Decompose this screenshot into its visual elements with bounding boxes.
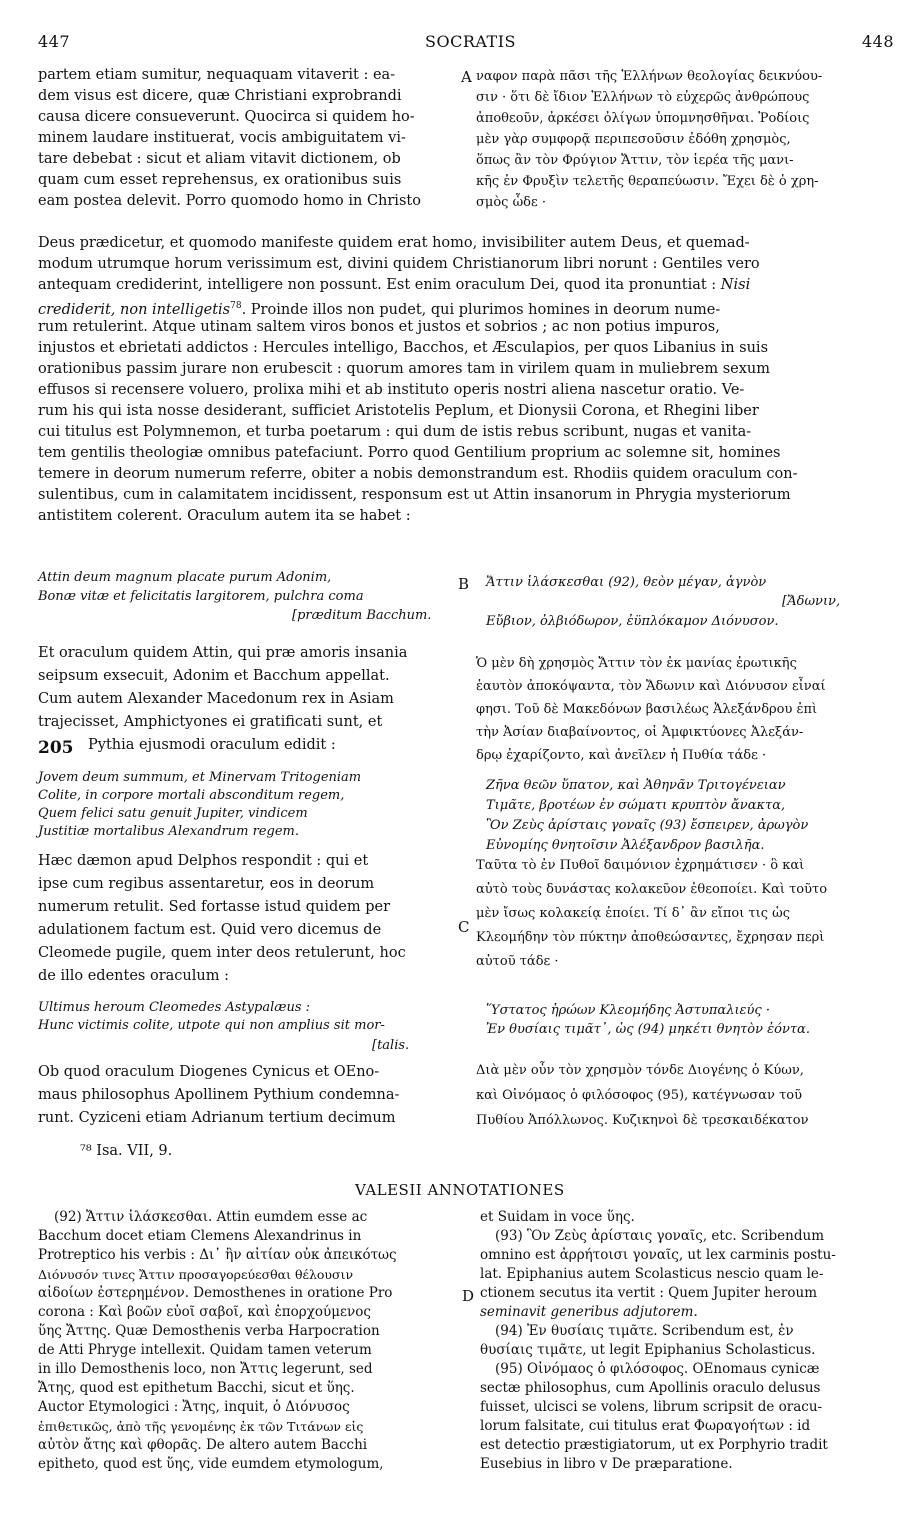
text-line: modum utrumque horum verissimum est, divini quidem Christianorum libri norunt : Gentiles vero <box>38 256 760 272</box>
annotation-line: Διόνυσόν τινες Ἄττιν προσαγορεύεσθαι θέλουσιν <box>38 1267 354 1282</box>
text-line: cui titulus est Polymnemon, et turba poetarum : qui dum de istis rebus scribunt, nugas et vanita- <box>38 424 752 440</box>
verse-line: Τιμᾶτε, βροτέων ἐν σώματι κρυπτὸν ἄνακτα, <box>486 798 786 813</box>
annotation-line: sectæ philosophus, cum Apollinis oraculo delusus <box>480 1380 821 1396</box>
footnote-ref: 78 <box>230 301 242 311</box>
text-line: αὐτοῦ τάδε · <box>476 954 559 969</box>
annotation-line: lorum falsitate, cui titulus erat Φωραγοήτων : id <box>480 1418 811 1434</box>
annotation-line: ctionem secutus ita vertit : Quem Jupiter heroum <box>480 1285 817 1301</box>
annotation-line: Eusebius in libro v De præparatione. <box>480 1456 733 1472</box>
margin-mark-c: C <box>458 918 470 936</box>
verse-line: Bonæ vitæ et felicitatis largitorem, pulchra coma <box>38 589 364 604</box>
text-line: tem gentilis theologiæ omnibus patefaciunt. Porro quod Gentilium proprium ac solemne sit, homines <box>38 445 781 461</box>
text-line: antistitem colerent. Oraculum autem ita se habet : <box>38 508 411 524</box>
text-line: Cleomede pugile, quem inter deos retulerunt, hoc <box>38 945 406 961</box>
verse-line: [Ἄδωνιν, <box>782 594 841 609</box>
annotation-line: (95) Οἰνόμαος ὁ φιλόσοφος. OEnomaus cynicæ <box>495 1361 820 1377</box>
annotation-line: in illo Demosthenis loco, non Ἄττις legerunt, sed <box>38 1361 373 1377</box>
text-line: seipsum exsecuit, Adonim et Bacchum appellat. <box>38 668 390 684</box>
annotation-line: αἰδοίων ἐστερημένον. Demosthenes in oratione Pro <box>38 1285 393 1301</box>
annotation-line: Auctor Etymologici : Ἄτης, inquit, ὁ Διόνυσος <box>38 1399 350 1415</box>
text-line: minem laudare instituerat, vocis ambiguitatem vi- <box>38 130 406 146</box>
text-line: καὶ Οἰνόμαος ὁ φιλόσοφος (95), κατέγνωσαν τοῦ <box>476 1088 803 1103</box>
text-line: rum his qui ista nosse desiderant, sufficiet Aristotelis Peplum, et Dionysii Corona, et Rhegini liber <box>38 403 759 419</box>
verse-line: Εὔβιον, ὀλβιόδωρον, ἐϋπλόκαμον Διόνυσον. <box>486 614 779 629</box>
annotation-line: ὕης Ἄττης. Quæ Demosthenis verba Harpocration <box>38 1323 380 1339</box>
text-line: trajecisset, Amphictyones ei gratificati sunt, et <box>38 714 383 730</box>
text-line: ναφον παρὰ πᾶσι τῆς Ἑλλήνων θεολογίας δεικνύου- <box>476 69 823 84</box>
text-line: Deus prædicetur, et quomodo manifeste quidem erat homo, invisibiliter autem Deus, et quemad- <box>38 235 750 251</box>
text-line: temere in deorum numerum referre, obiter a nobis demonstrandum est. Rhodiis quidem oraculum con- <box>38 466 798 482</box>
margin-number: 205 <box>38 738 74 758</box>
verse-line: Εὐνομίης θνητοῖσιν Ἀλέξανδρον βασιλῆα. <box>486 838 765 853</box>
verse-line: Jovem deum summum, et Minervam Tritogeniam <box>38 770 362 785</box>
annotation-line: lat. Epiphanius autem Scolasticus nescio quam le- <box>480 1266 824 1282</box>
annotations-title: VALESII ANNOTATIONES <box>355 1181 565 1199</box>
verse-line: Ζῆνα θεῶν ὕπατον, καὶ Ἀθηνᾶν Τριτογένειαν <box>486 778 786 793</box>
text-line: causa dicere consueverunt. Quocirca si quidem ho- <box>38 109 415 125</box>
italic-text: crediderit, non intelligetis <box>38 301 231 318</box>
verse-line: Quem felici satu genuit Jupiter, vindicem <box>38 806 308 821</box>
text-line: de illo edentes oraculum : <box>38 968 229 984</box>
margin-mark-d: D <box>462 1287 475 1305</box>
text-line: eam postea delevit. Porro quomodo homo in Christo <box>38 193 421 209</box>
annotation-line: (92) Ἄττιν ἱλάσκεσθαι. Attin eumdem esse ac <box>54 1209 368 1225</box>
text-line: sulentibus, cum in calamitatem incidissent, responsum est ut Attin insanorum in Phrygia mysteriorum <box>38 487 791 503</box>
verse-line: Ἐν θυσίαις τιμᾶτ᾽, ὡς (94) μηκέτι θνητὸν ἐόντα. <box>486 1022 810 1037</box>
annotation-line: epitheto, quod est ὕης, vide eumdem etymologum, <box>38 1456 384 1472</box>
text-line: αὐτὸ τοὺς δυνάστας κολακεῦον ἐθεοποίει. Καὶ τοῦτο <box>476 882 828 897</box>
annotation-line: Bacchum docet etiam Clemens Alexandrinus in <box>38 1228 362 1244</box>
text-line: Ob quod oraculum Diogenes Cynicus et OEno- <box>38 1064 380 1080</box>
text-span: . Proinde illos non pudet, qui plurimos homines in deorum nume- <box>241 301 721 318</box>
text-span: antequam crediderint, intelligere non possunt. Est enim oraculum Dei, quod ita pronuntiat : <box>38 277 717 293</box>
verse-line: Ὃν Ζεὺς ἀρίσταις γοναῖς (93) ἔσπειρεν, ἀρωγὸν <box>486 818 809 833</box>
running-title: SOCRATIS <box>425 32 516 51</box>
text-line: φησι. Τοῦ δὲ Μακεδόνων βασιλέως Ἀλεξάνδρου ἐπὶ <box>476 702 818 717</box>
text-line: Πυθίου Ἀπόλλωνος. Κυζικηνοὶ δὲ τρεσκαιδέκατον <box>476 1113 809 1128</box>
text-line: partem etiam sumitur, nequaquam vitaverit : ea- <box>38 67 396 83</box>
text-line: ἀποθεοῦν, ἀρκέσει ὀλίγων ὑπομνησθῆναι. Ῥοδίοις <box>476 111 810 126</box>
text-line: Ταῦτα τὸ ἐν Πυθοῖ δαιμόνιον ἐχρημάτισεν · ὃ καὶ <box>476 858 805 873</box>
annotation-line: omnino est ἀρρήτοισι γοναῖς, ut lex carminis postu- <box>480 1247 836 1263</box>
text-line <box>38 297 720 320</box>
text-line: τὴν Ἀσίαν διαβαίνοντος, οἱ Ἀμφικτύονες Ἀλεξάν- <box>476 725 804 740</box>
text-line: μὲν ἴσως κολακείᾳ ἐποίει. Τί δ᾽ ἂν εἴποι τις ὡς <box>476 906 791 921</box>
verse-line: [præditum Bacchum. <box>292 608 432 623</box>
annotation-line: corona : Καὶ βοῶν εὐοῖ σαβοῖ, καὶ ἐπορχούμενος <box>38 1304 371 1320</box>
text-line: ὅπως ἂν τὸν Φρύγιον Ἄττιν, τὸν ἱερέα τῆς μανι- <box>476 153 794 168</box>
text-line: maus philosophus Apollinem Pythium condemna- <box>38 1087 400 1103</box>
text-line: ipse cum regibus assentaretur, eos in deorum <box>38 876 375 892</box>
annotation-line: et Suidam in voce ὕης. <box>480 1209 635 1225</box>
right-page-number: 448 <box>862 32 895 51</box>
annotation-line: (93) Ὃν Ζεὺς ἀρίσταις γοναῖς, etc. Scribendum <box>495 1228 825 1244</box>
verse-line: [talis. <box>372 1038 410 1053</box>
text-line: effusos si recensere voluero, prolixa mihi et ab instituto operis nostri aliena nascetur oratio. Ve- <box>38 382 745 398</box>
text-line: Cum autem Alexander Macedonum rex in Asiam <box>38 691 394 707</box>
annotation-line: (94) Ἐν θυσίαις τιμᾶτε. Scribendum est, ἐν <box>495 1323 794 1339</box>
italic-text: Nisi <box>720 277 751 293</box>
verse-line: Attin deum magnum placate purum Adonim, <box>38 570 332 585</box>
verse-line: Ultimus heroum Cleomedes Astypalæus : <box>38 1000 311 1015</box>
text-line: runt. Cyziceni etiam Adrianum tertium decimum <box>38 1110 396 1126</box>
text-line: δρῳ ἐχαρίζοντο, καὶ ἀνεῖλεν ἡ Πυθία τάδε · <box>476 748 767 763</box>
text-line: ἑαυτὸν ἀποκόψαντα, τὸν Ἄδωνιν καὶ Διόνυσον εἶναί <box>476 679 826 694</box>
text-line: numerum retulit. Sed fortasse istud quidem per <box>38 899 391 915</box>
annotation-line: θυσίαις τιμᾶτε, ut legit Epiphanius Scholasticus. <box>480 1342 816 1358</box>
footnote: ⁷⁸ Isa. VII, 9. <box>80 1143 173 1159</box>
text-line: κῆς ἐν Φρυξὶν τελετῆς θεραπεύωσιν. Ἔχει δὲ ὁ χρη- <box>476 174 819 189</box>
text-line: tare debebat : sicut et aliam vitavit dictionem, ob <box>38 151 401 167</box>
annotation-line: fuisset, ulcisci se volens, librum scripsit de oracu- <box>480 1399 823 1415</box>
text-line: rum retulerint. Atque utinam saltem viros bonos et justos et sobrios ; ac non potius impuros, <box>38 319 720 335</box>
annotation-line: Ἄτης, quod est epithetum Bacchi, sicut et ὕης. <box>38 1380 355 1396</box>
verse-line: Justitiæ mortalibus Alexandrum regem. <box>38 824 299 839</box>
margin-mark-b: B <box>458 575 470 593</box>
annotation-line: αὐτὸν ἄτης καὶ φθορᾶς. De altero autem Bacchi <box>38 1437 368 1453</box>
text-line: Ὁ μὲν δὴ χρησμὸς Ἄττιν τὸν ἐκ μανίας ἐρωτικῆς <box>476 656 797 671</box>
verse-line: Ἄττιν ἱλάσκεσθαι (92), θεὸν μέγαν, ἁγνὸν <box>486 575 767 590</box>
text-line: σιν · ὅτι δὲ ἴδιον Ἑλλήνων τὸ εὐχερῶς ἀνθρώπους <box>476 90 810 105</box>
annotation-line: est detectio præstigiatorum, ut ex Porphyrio tradit <box>480 1437 828 1453</box>
text-line: quam cum esset reprehensus, ex orationibus suis <box>38 172 402 188</box>
text-line: σμὸς ὧδε · <box>476 195 546 210</box>
margin-mark-a: A <box>461 68 472 86</box>
text-line: Κλεομήδην τὸν πύκτην ἀποθεώσαντες, ἔχρησαν περὶ <box>476 930 825 945</box>
text-line: adulationem factum est. Quid vero dicemus de <box>38 922 382 938</box>
text-line <box>38 276 750 295</box>
verse-line: Colite, in corpore mortali absconditum regem, <box>38 788 345 803</box>
verse-line: Ὕστατος ἡρώων Κλεομήδης Ἀστυπαλιεύς · <box>486 1003 770 1018</box>
text-line: dem visus est dicere, quæ Christiani exprobrandi <box>38 88 402 104</box>
text-line: Et oraculum quidem Attin, qui præ amoris insania <box>38 645 408 661</box>
left-page-number: 447 <box>38 32 71 51</box>
text-line: Διὰ μὲν οὖν τὸν χρησμὸν τόνδε Διογένης ὁ Κύων, <box>476 1063 804 1078</box>
annotation-line: de Atti Phryge intellexit. Quidam tamen veterum <box>38 1342 372 1358</box>
text-line: Pythia ejusmodi oraculum edidit : <box>88 737 336 753</box>
annotation-line: ἐπιθετικῶς, ἀπὸ τῆς γενομένης ἐκ τῶν Τιτάνων εἰς <box>38 1419 364 1434</box>
text-line: orationibus passim jurare non erubescit : quorum amores tam in virilem quam in muliebrem sexum <box>38 361 770 377</box>
text-line: injustos et ebrietati addictos : Hercules intelligo, Bacchos, et Æsculapios, per quos Libanius in suis <box>38 340 769 356</box>
verse-line: Hunc victimis colite, utpote qui non amplius sit mor- <box>38 1018 385 1033</box>
text-line: Hæc dæmon apud Delphos respondit : qui et <box>38 853 369 869</box>
text-line: μὲν γὰρ συμφορᾷ περιπεσοῦσιν ἐδόθη χρησμὸς, <box>476 132 791 147</box>
annotation-line: seminavit generibus adjutorem. <box>480 1304 698 1320</box>
annotation-line: Protreptico his verbis : Δι᾽ ἣν αἰτίαν οὐκ ἀπεικότως <box>38 1247 397 1263</box>
